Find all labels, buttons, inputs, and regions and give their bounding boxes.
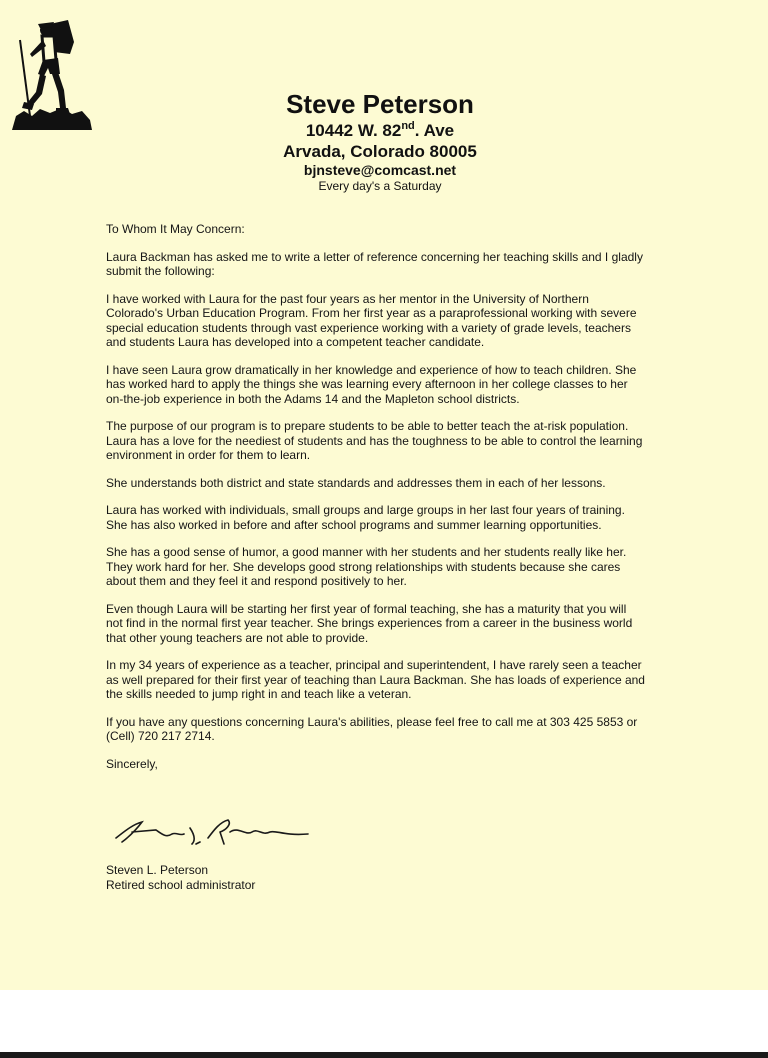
paragraph: If you have any questions concerning Laura's abilities, please feel free to call me at 303 425 5853 or (Cell) 720 217 2714. bbox=[106, 714, 638, 743]
closing: Sincerely, bbox=[106, 756, 158, 771]
email-address: bjnsteve@comcast.net bbox=[303, 162, 457, 178]
paragraph: She has a good sense of humor, a good manner with her students and her students really like her. They work hard for her. She develops good strong relationships with students because she cares about them and they feel it and respond positively to her. bbox=[106, 545, 627, 588]
hiker-logo-icon bbox=[10, 12, 92, 130]
letter-body bbox=[106, 222, 646, 784]
signer-name: Steven L. Peterson bbox=[106, 863, 209, 877]
paragraph: I have seen Laura grow dramatically in her knowledge and experience of how to teach children. She has worked hard to apply the things she was learning every afternoon in her college classes to her on-the-job experience in both the Adams 14 and the Mapleton school districts. bbox=[106, 362, 637, 406]
paragraph: She understands both district and state standards and addresses them in each of her lessons. bbox=[106, 475, 606, 490]
paragraph: Even though Laura will be starting her first year of formal teaching, she has a maturity that you will not find in the normal first year teacher. She brings experiences from a career in the business world that other young teachers are not able to provide. bbox=[106, 601, 633, 645]
handwritten-signature bbox=[112, 808, 312, 852]
signer-title: Retired school administrator bbox=[106, 878, 256, 892]
street-address: 10442 W. 82nd. Ave bbox=[305, 120, 455, 140]
paragraph: In my 34 years of experience as a teacher, principal and superintendent, I have rarely seen a teacher as well prepared for their first year of teaching than Laura Backman. She has loads of experience and the skills needed to jump right in and teach like a veteran. bbox=[106, 658, 645, 701]
paragraph: I have worked with Laura for the past four years as her mentor in the University of Northern Colorado's Urban Education Program. From her first year as a paraprofessional working with severe special education students through vast experience working with a variety of grade levels, teachers and students Laura has developed into a competent teacher candidate. bbox=[106, 291, 637, 349]
scan-margin bbox=[0, 990, 768, 1052]
letterhead bbox=[200, 88, 560, 194]
city-state-zip: Arvada, Colorado 80005 bbox=[283, 142, 477, 161]
signer-block bbox=[106, 863, 255, 893]
motto: Every day's a Saturday bbox=[318, 179, 442, 193]
paragraph: The purpose of our program is to prepare students to be able to better teach the at-risk population. Laura has a love for the neediest of students and has the toughness to be able to control the learning environment in order for them to learn. bbox=[106, 419, 643, 462]
paragraph: Laura Backman has asked me to write a letter of reference concerning her teaching skills and I gladly submit the following: bbox=[106, 249, 643, 278]
paragraph: Laura has worked with individuals, small groups and large groups in her last four years of training. She has also worked in before and after school programs and summer learning opportunities. bbox=[106, 503, 625, 532]
salutation: To Whom It May Concern: bbox=[106, 222, 245, 236]
scan-edge bbox=[0, 1052, 768, 1058]
sender-name: Steve Peterson bbox=[286, 89, 474, 119]
